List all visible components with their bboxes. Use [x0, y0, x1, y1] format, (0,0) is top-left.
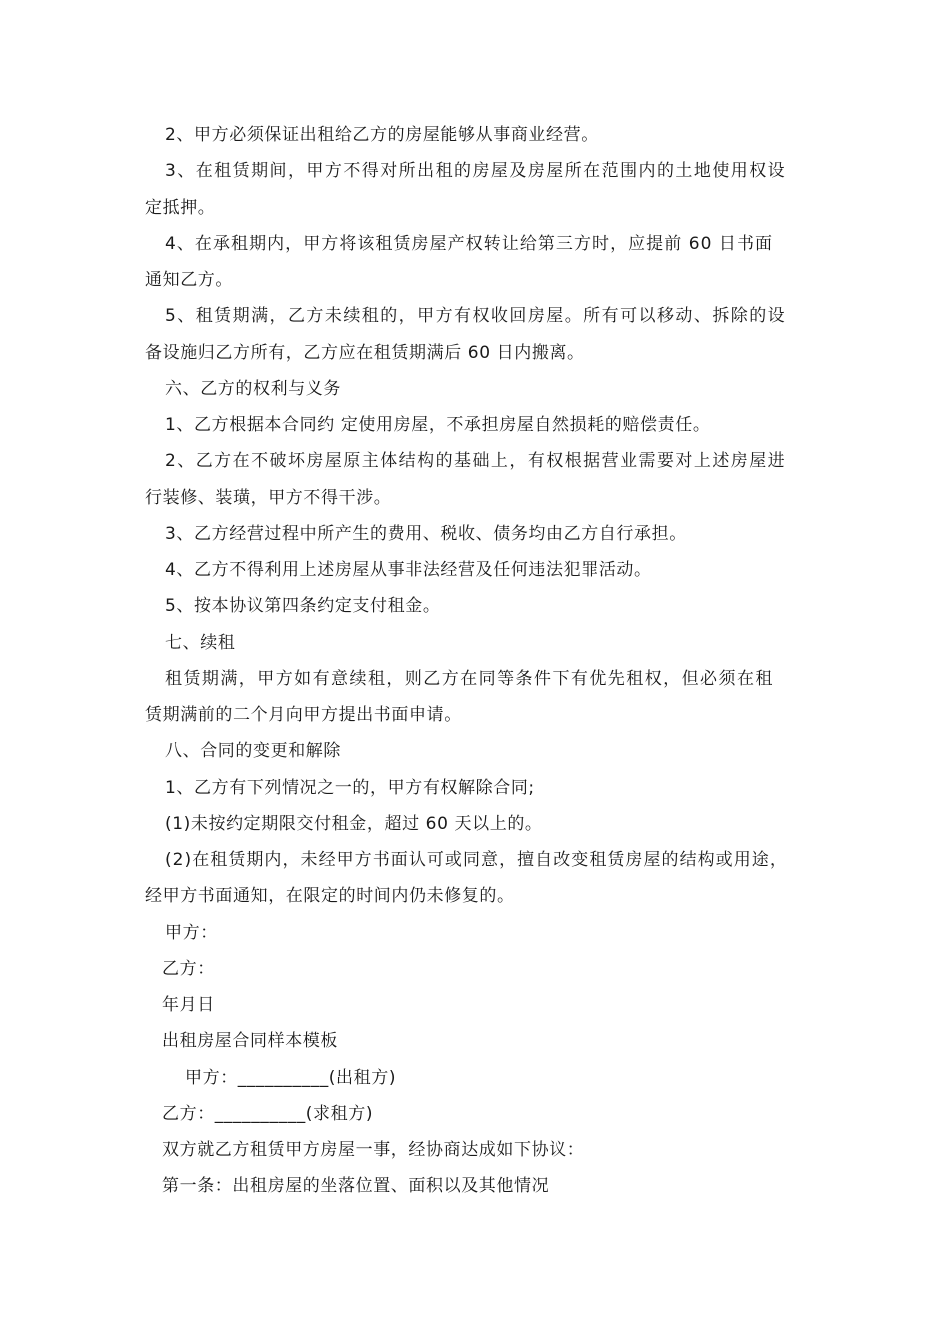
party-a-label: 甲方： [165, 923, 218, 943]
paragraph-line: (1)未按约定期限交付租金，超过 60 天以上的。 [165, 814, 543, 834]
party-b-label: 乙方： [162, 959, 215, 979]
paragraph-line: 双方就乙方租赁甲方房屋一事，经协商达成如下协议： [162, 1140, 585, 1160]
paragraph-line: 行装修、装璜，甲方不得干涉。 [145, 488, 392, 508]
section-heading: 八、合同的变更和解除 [165, 741, 341, 761]
document-title: 出租房屋合同样本模板 [162, 1031, 338, 1051]
paragraph-line: 5、租赁期满，乙方未续租的，甲方有权收回房屋。所有可以移动、拆除的设 [165, 306, 787, 326]
paragraph-line: 3、在租赁期间，甲方不得对所出租的房屋及房屋所在范围内的土地使用权设 [165, 161, 787, 181]
paragraph-line: 1、乙方有下列情况之一的，甲方有权解除合同; [165, 778, 535, 798]
party-b-field: 乙方：__________(求租方) [162, 1104, 374, 1124]
paragraph-line: 备设施归乙方所有，乙方应在租赁期满后 60 日内搬离。 [145, 343, 585, 363]
paragraph-line: 4、在承租期内，甲方将该租赁房屋产权转让给第三方时，应提前 60 日书面 [165, 234, 774, 254]
section-heading: 六、乙方的权利与义务 [165, 379, 341, 399]
paragraph-line: 定抵押。 [145, 198, 216, 218]
party-a-field: 甲方：__________(出租方) [185, 1068, 397, 1088]
paragraph-line: 赁期满前的二个月向甲方提出书面申请。 [145, 705, 462, 725]
paragraph-line: 4、乙方不得利用上述房屋从事非法经营及任何违法犯罪活动。 [165, 560, 652, 580]
section-heading: 七、续租 [165, 633, 236, 653]
paragraph-line: 经甲方书面通知，在限定的时间内仍未修复的。 [145, 886, 515, 906]
article-heading: 第一条：出租房屋的坐落位置、面积以及其他情况 [162, 1176, 550, 1196]
paragraph-line: 5、按本协议第四条约定支付租金。 [165, 596, 441, 616]
paragraph-line: (2)在租赁期内，未经甲方书面认可或同意，擅自改变租赁房屋的结构或用途， [165, 850, 788, 870]
paragraph-line: 1、乙方根据本合同约 定使用房屋，不承担房屋自然损耗的赔偿责任。 [165, 415, 711, 435]
paragraph-line: 通知乙方。 [145, 270, 233, 290]
paragraph-line: 租赁期满，甲方如有意续租，则乙方在同等条件下有优先租权，但必须在租 [165, 669, 774, 689]
paragraph-line: 2、甲方必须保证出租给乙方的房屋能够从事商业经营。 [165, 125, 599, 145]
date-label: 年月日 [162, 995, 215, 1015]
paragraph-line: 2、乙方在不破坏房屋原主体结构的基础上，有权根据营业需要对上述房屋进 [165, 451, 787, 471]
paragraph-line: 3、乙方经营过程中所产生的费用、税收、债务均由乙方自行承担。 [165, 524, 687, 544]
